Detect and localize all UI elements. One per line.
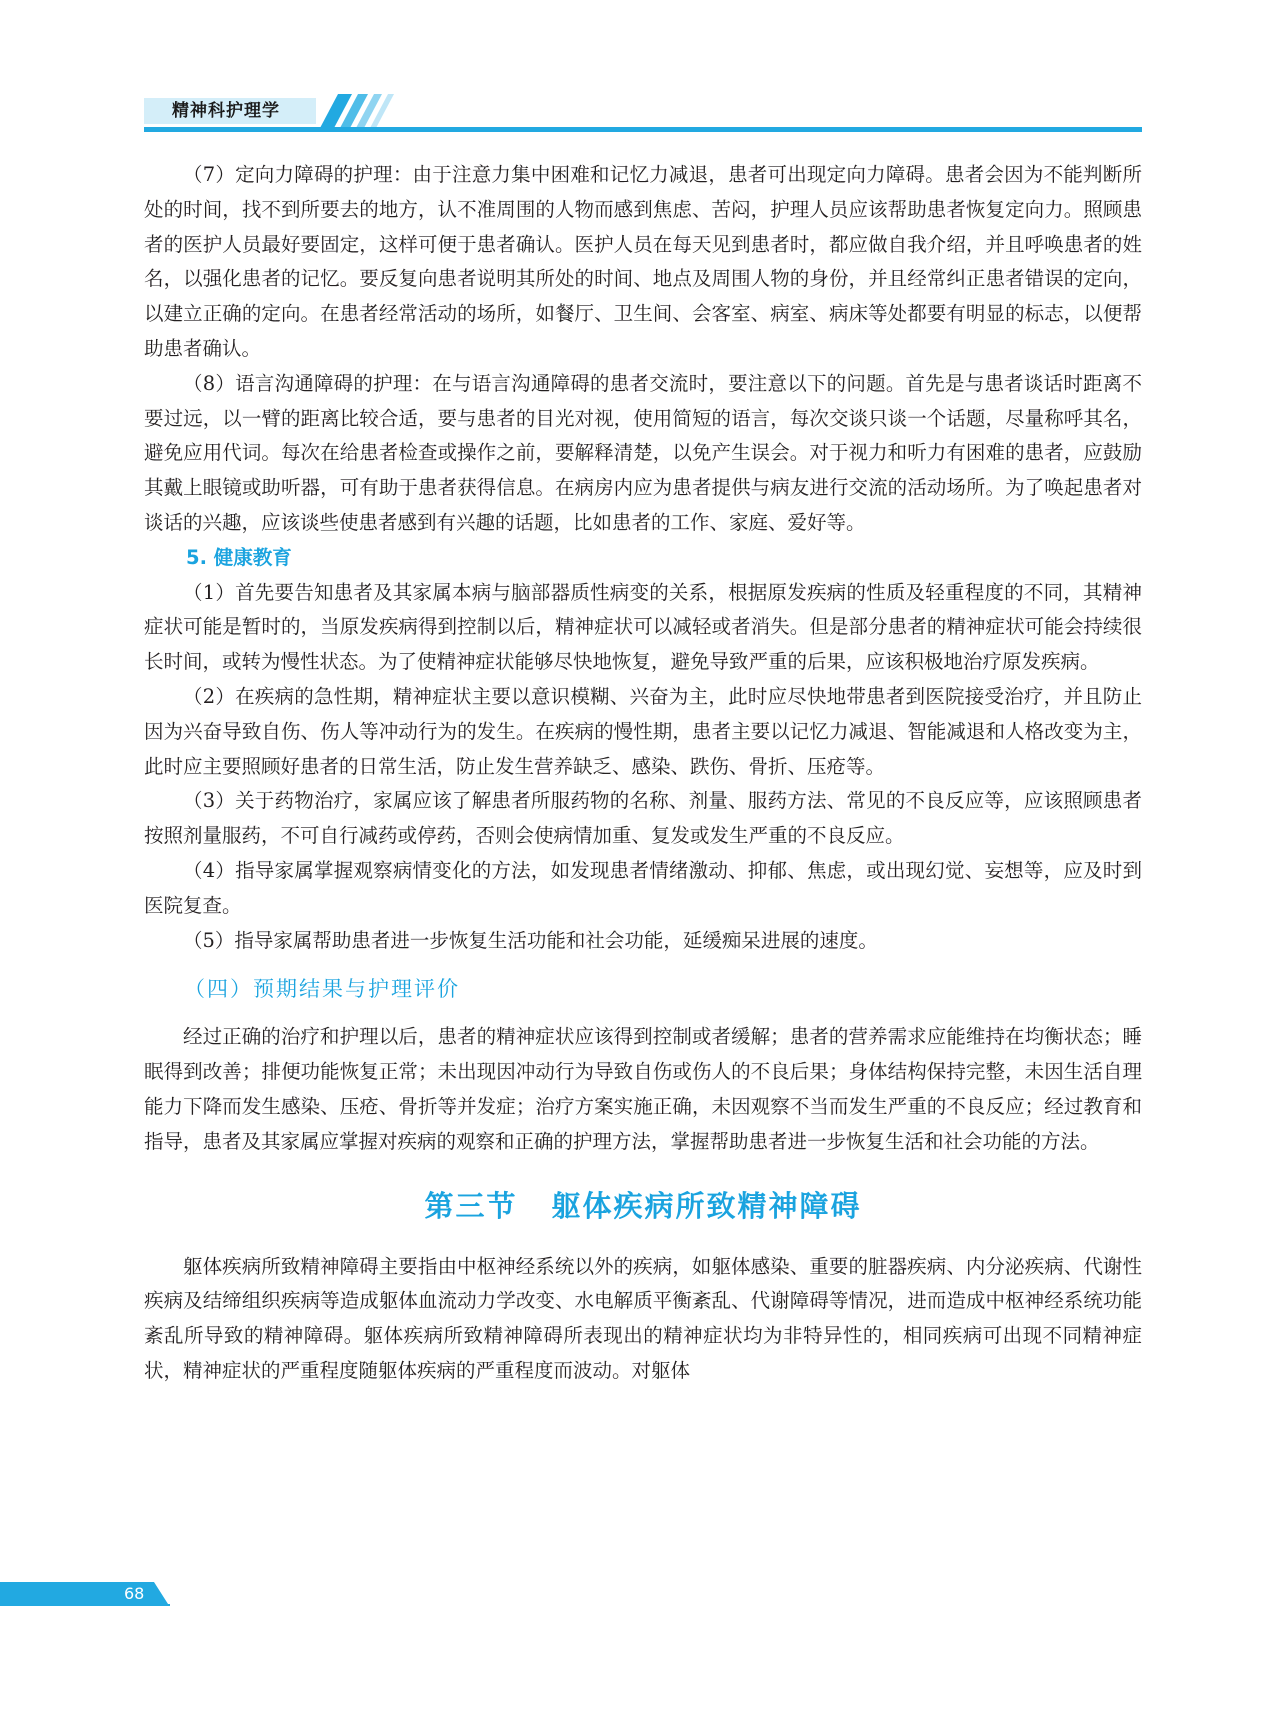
- paragraph-education-5: （5）指导家属帮助患者进一步恢复生活功能和社会功能，延缓痴呆进展的速度。: [183, 928, 878, 952]
- paragraph-language-care: （8）语言沟通障碍的护理：在与语言沟通障碍的患者交流时，要注意以下的问题。首先是与患者谈话时距离不要过远，以一臂的距离比较合适，要与患者的目光对视，使用简短的语言，每次交谈只谈一个话题，尽量称呼其名，避免应用代词。每次在给患者检查或操作之前，要解释清楚，以免产生误会。对于视力和听力有困难的患者，应鼓励其戴上眼镜或助听器，可有助于患者获得信息。在病房内应为患者提供与病友进行交流的活动场所。为了唤起患者对谈话的兴趣，应该谈些使患者感到有兴趣的话题，比如患者的工作、家庭、爱好等。: [144, 371, 1142, 534]
- heading-health-education: 5. 健康教育: [186, 545, 292, 569]
- page-footer: [0, 1582, 170, 1606]
- paragraph-education-4: （4）指导家属掌握观察病情变化的方法，如发现患者情绪激动、抑郁、焦虑，或出现幻觉、妄想等，应及时到医院复查。: [144, 858, 1142, 917]
- running-header: [144, 92, 1142, 132]
- section-title: 躯体疾病所致精神障碍: [551, 1188, 862, 1223]
- paragraph-education-3: （3）关于药物治疗，家属应该了解患者所服药物的名称、剂量、服药方法、常见的不良反应等，应该照顾患者按照剂量服药，不可自行减药或停药，否则会使病情加重、复发或发生严重的不良反应。: [144, 789, 1142, 848]
- book-title: 精神科护理学: [144, 98, 316, 124]
- paragraph-somatic-intro: 躯体疾病所致精神障碍主要指由中枢神经系统以外的疾病，如躯体感染、重要的脏器疾病、内分泌疾病、代谢性疾病及结缔组织疾病等造成躯体血流动力学改变、水电解质平衡紊乱、代谢障碍等情况，进而造成中枢神经系统功能紊乱所导致的精神障碍。躯体疾病所致精神障碍所表现出的精神症状均为非特异性的，相同疾病可出现不同精神症状，精神症状的严重程度随躯体疾病的严重程度而波动。对躯体: [144, 1254, 1142, 1382]
- page-content: [144, 158, 1142, 1389]
- paragraph-expected-results: 经过正确的治疗和护理以后，患者的精神症状应该得到控制或者缓解；患者的营养需求应能维持在均衡状态；睡眠得到改善；排便功能恢复正常；未出现因冲动行为导致自伤或伤人的不良后果；身体结构保持完整，未因生活自理能力下降而发生感染、压疮、骨折等并发症；治疗方案实施正确，未因观察不当而发生严重的不良反应；经过教育和指导，患者及其家属应掌握对疾病的观察和正确的护理方法，掌握帮助患者进一步恢复生活和社会功能的方法。: [144, 1025, 1142, 1153]
- paragraph-orientation-care: （7）定向力障碍的护理：由于注意力集中困难和记忆力减退，患者可出现定向力障碍。患者会因为不能判断所处的时间，找不到所要去的地方，认不准周围的人物而感到焦虑、苦闷，护理人员应该帮助患者恢复定向力。照顾患者的医护人员最好要固定，这样可便于患者确认。医护人员在每天见到患者时，都应做自我介绍，并且呼唤患者的姓名，以强化患者的记忆。要反复向患者说明其所处的时间、地点及周围人物的身份，并且经常纠正患者错误的定向，以建立正确的定向。在患者经常活动的场所，如餐厅、卫生间、会客室、病室、病床等处都要有明显的标志，以便帮助患者确认。: [144, 163, 1142, 360]
- section-heading: [144, 1184, 1142, 1228]
- section-number: 第三节: [424, 1188, 518, 1223]
- page-number: 68: [124, 1584, 145, 1603]
- paragraph-education-2: （2）在疾病的急性期，精神症状主要以意识模糊、兴奋为主，此时应尽快地带患者到医院接受治疗，并且防止因为兴奋导致自伤、伤人等冲动行为的发生。在疾病的慢性期，患者主要以记忆力减退、智能减退和人格改变为主，此时应主要照顾好患者的日常生活，防止发生营养缺乏、感染、跌伤、骨折、压疮等。: [144, 684, 1142, 778]
- footer-tab-shape: [0, 1582, 170, 1606]
- heading-expected-results: （四）预期结果与护理评价: [184, 977, 460, 1002]
- header-stripes-decoration: [312, 94, 432, 128]
- header-rule: [144, 127, 1142, 132]
- paragraph-education-1: （1）首先要告知患者及其家属本病与脑部器质性病变的关系，根据原发疾病的性质及轻重程度的不同，其精神症状可能是暂时的，当原发疾病得到控制以后，精神症状可以减轻或者消失。但是部分患者的精神症状可能会持续很长时间，或转为慢性状态。为了使精神症状能够尽快地恢复，避免导致严重的后果，应该积极地治疗原发疾病。: [144, 580, 1142, 674]
